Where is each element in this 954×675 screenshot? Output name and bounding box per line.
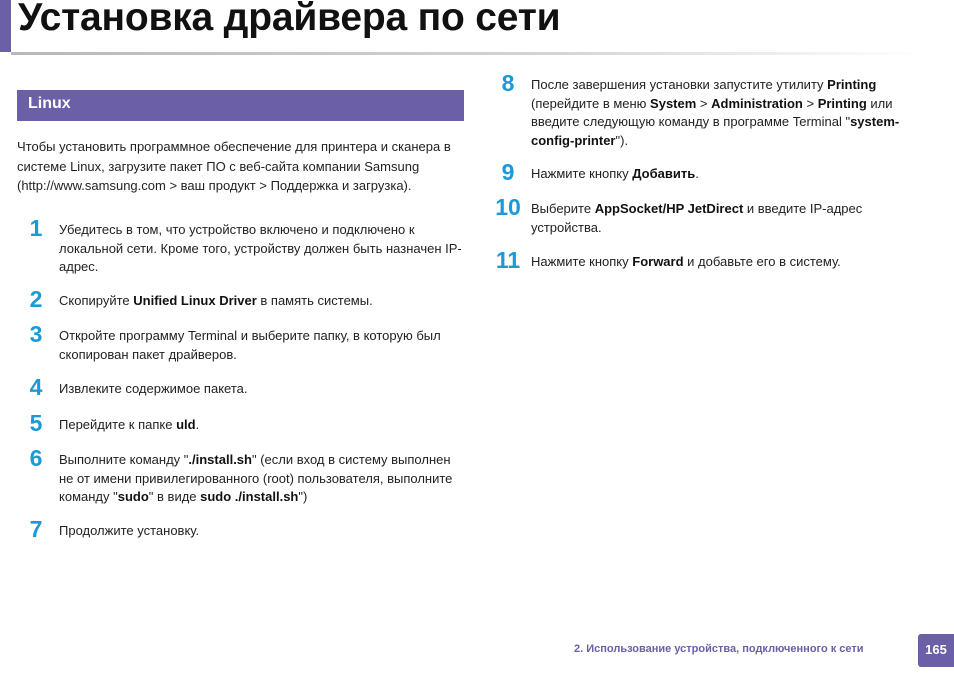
step-text: Продолжите установку.	[59, 523, 200, 538]
step-number: 10	[495, 194, 521, 220]
step-text: Извлеките содержимое пакета.	[59, 381, 248, 396]
step-number: 8	[501, 70, 515, 96]
step-text: Выполните команду "./install.sh" (если вход в систему выполнен не от имени привилегированного (root) пользователя, выполните команду "sudo" в виде sudo ./install.sh")	[59, 452, 453, 504]
section-header	[17, 90, 464, 121]
intro-paragraph: Чтобы установить программное обеспечение для принтера и сканера в системе Linux, загрузите пакет ПО с веб-сайта компании Samsung (http://www.samsung.com > ваш продукт > Поддержка и загрузка).	[17, 139, 451, 193]
step-number: 11	[495, 247, 521, 273]
step-number: 5	[29, 410, 43, 436]
title-accent-bar	[0, 0, 11, 52]
step-text: Скопируйте Unified Linux Driver в память системы.	[59, 293, 373, 308]
step-number: 6	[29, 445, 43, 471]
step-number: 3	[29, 321, 43, 347]
page-number: 165	[925, 642, 947, 657]
step-text: После завершения установки запустите утилиту Printing (перейдите в меню System > Administration > Printing или введите следующую команду в программе Terminal "system-config-printer").	[531, 77, 900, 148]
step-text: Откройте программу Terminal и выберите папку, в которую был скопирован пакет драйверов.	[59, 328, 441, 362]
footer-chapter-title: 2. Использование устройства, подключенного к сети	[574, 643, 864, 655]
step-number: 2	[29, 286, 43, 312]
step-text: Нажмите кнопку Forward и добавьте его в систему.	[531, 254, 841, 269]
step-number: 7	[29, 516, 43, 542]
step-number: 4	[29, 374, 43, 400]
section-title: Linux	[28, 95, 71, 112]
step-text: Выберите AppSocket/HP JetDirect и введите IP-адрес устройства.	[531, 201, 863, 235]
page-title: Установка драйвера по сети	[18, 0, 561, 39]
step-number: 1	[29, 215, 43, 241]
step-text: Перейдите к папке uld.	[59, 417, 200, 432]
title-divider	[11, 52, 921, 55]
page-number-badge	[918, 634, 954, 667]
step-text: Нажмите кнопку Добавить.	[531, 166, 699, 181]
step-number: 9	[501, 159, 515, 185]
step-text: Убедитесь в том, что устройство включено и подключено к локальной сети. Кроме того, устройству должен быть назначен IP-адрес.	[59, 222, 462, 274]
